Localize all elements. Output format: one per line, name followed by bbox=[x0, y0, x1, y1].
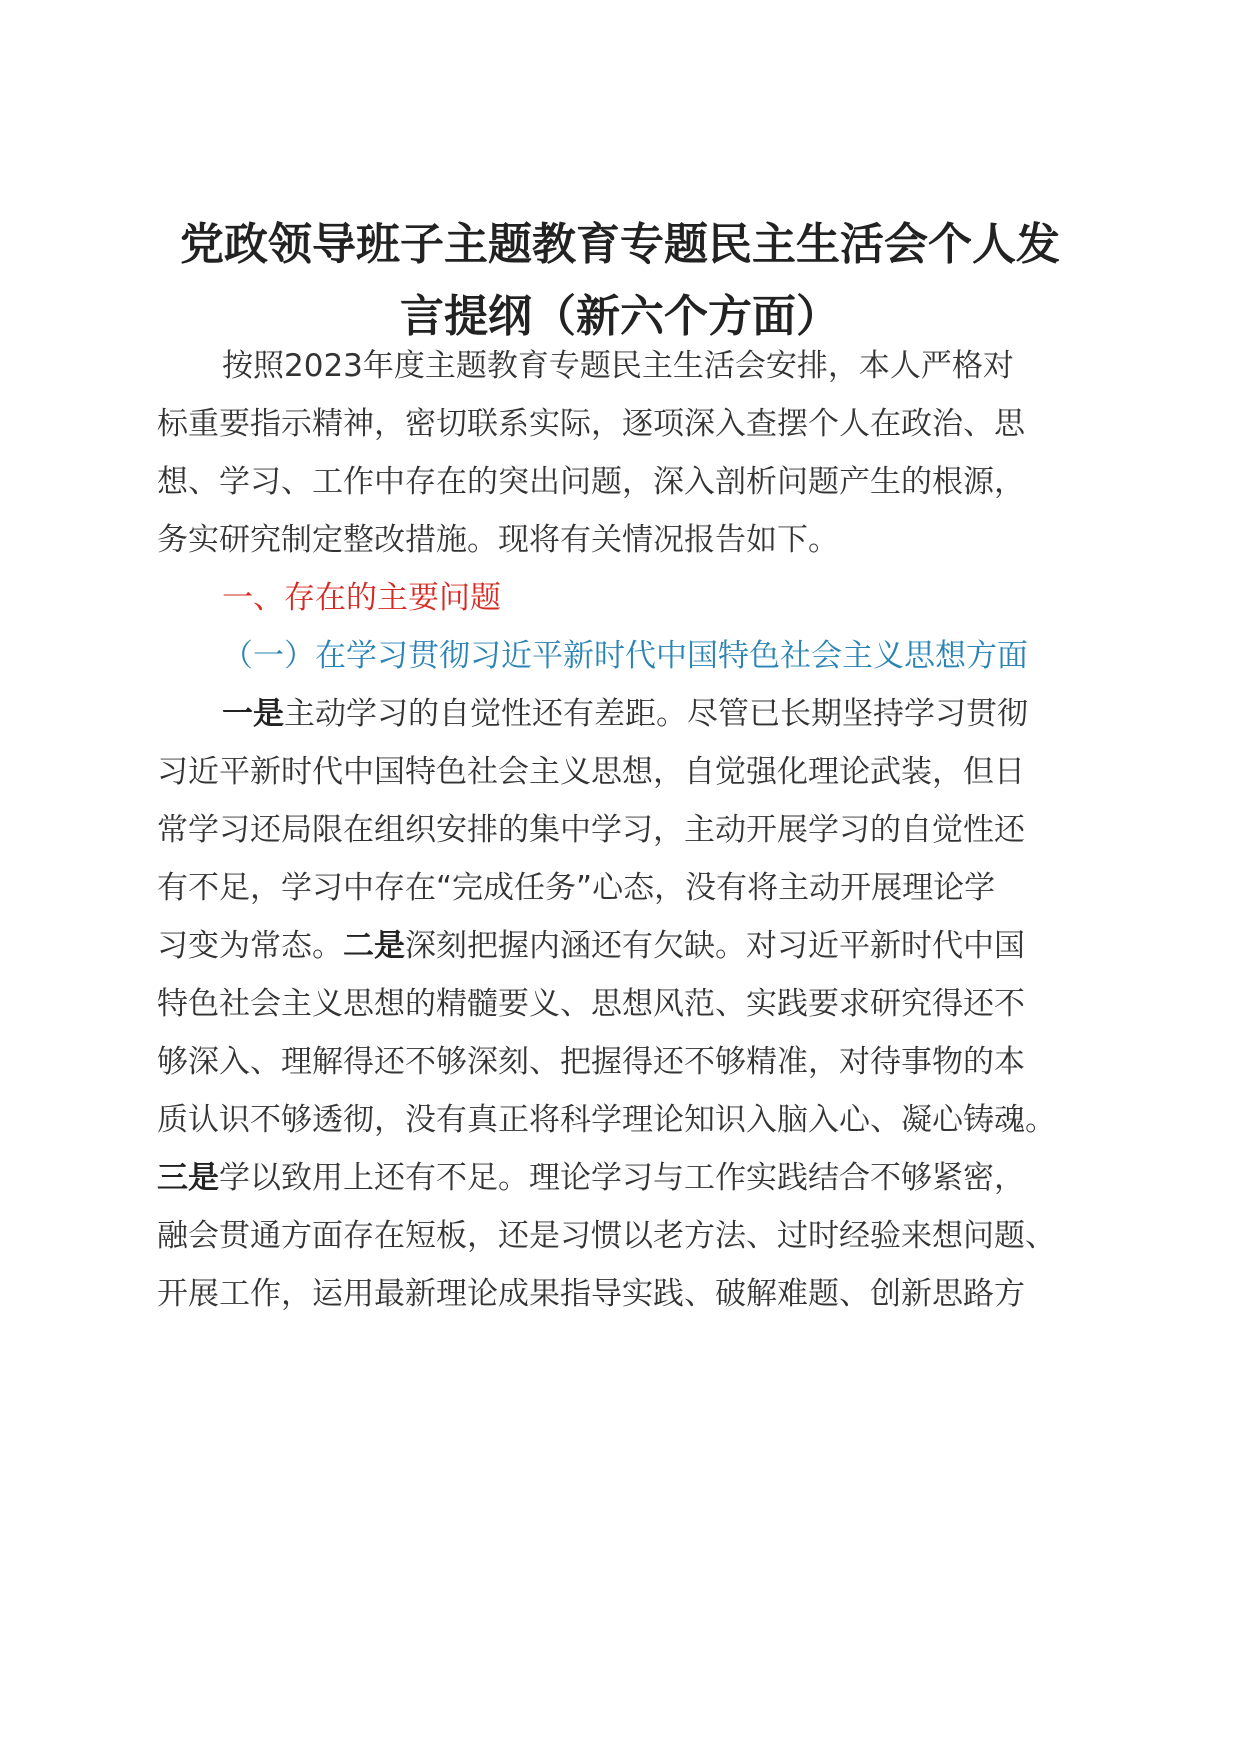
body-line-1 bbox=[222, 694, 1028, 734]
body-line-8: 质认识不够透彻，没有真正将科学理论知识入脑入心、凝心铸魂。 bbox=[157, 1102, 1056, 1138]
intro-line-4: 务实研究制定整改措施。现将有关情况报告如下。 bbox=[157, 522, 839, 558]
body-line-9 bbox=[157, 1158, 1025, 1198]
intro-line-2: 标重要指示精神，密切联系实际，逐项深入查摆个人在政治、思 bbox=[157, 406, 1025, 442]
section-heading-1: 一、存在的主要问题 bbox=[222, 580, 501, 616]
body-line-4: 有不足，学习中存在“完成任务”心态，没有将主动开展理论学 bbox=[157, 870, 996, 906]
body-line-9-text: 学以致用上还有不足。理论学习与工作实践结合不够紧密， bbox=[219, 1160, 1025, 1196]
body-line-5 bbox=[157, 926, 1025, 966]
body-line-2: 习近平新时代中国特色社会主义思想，自觉强化理论武装，但日 bbox=[157, 754, 1025, 790]
body-line-11: 开展工作，运用最新理论成果指导实践、破解难题、创新思路方 bbox=[157, 1276, 1025, 1312]
body-line-10: 融会贯通方面存在短板，还是习惯以老方法、过时经验来想问题、 bbox=[157, 1218, 1056, 1254]
body-line-5-text: 深刻把握内涵还有欠缺。对习近平新时代中国 bbox=[405, 928, 1025, 964]
body-line-7: 够深入、理解得还不够深刻、把握得还不够精准，对待事物的本 bbox=[157, 1044, 1025, 1080]
subsection-heading-1: （一）在学习贯彻习近平新时代中国特色社会主义思想方面 bbox=[222, 638, 1028, 674]
body-line-5-pre: 习变为常态。 bbox=[157, 928, 343, 964]
body-line-1-text: 主动学习的自觉性还有差距。尽管已长期坚持学习贯彻 bbox=[284, 696, 1028, 732]
body-line-3: 常学习还局限在组织安排的集中学习，主动开展学习的自觉性还 bbox=[157, 812, 1025, 848]
body-line-6: 特色社会主义思想的精髓要义、思想风范、实践要求研究得还不 bbox=[157, 986, 1025, 1022]
point-label-1: 一是 bbox=[222, 696, 284, 732]
point-label-3: 三是 bbox=[157, 1160, 219, 1196]
intro-line-3: 想、学习、工作中存在的突出问题，深入剖析问题产生的根源， bbox=[157, 464, 1025, 500]
point-label-2: 二是 bbox=[343, 928, 405, 964]
intro-line-1: 按照2023年度主题教育专题民主生活会安排，本人严格对 bbox=[222, 348, 1014, 384]
document-title-line-2: 言提纲（新六个方面） bbox=[400, 291, 840, 342]
document-title-line-1: 党政领导班子主题教育专题民主生活会个人发 bbox=[180, 219, 1060, 270]
